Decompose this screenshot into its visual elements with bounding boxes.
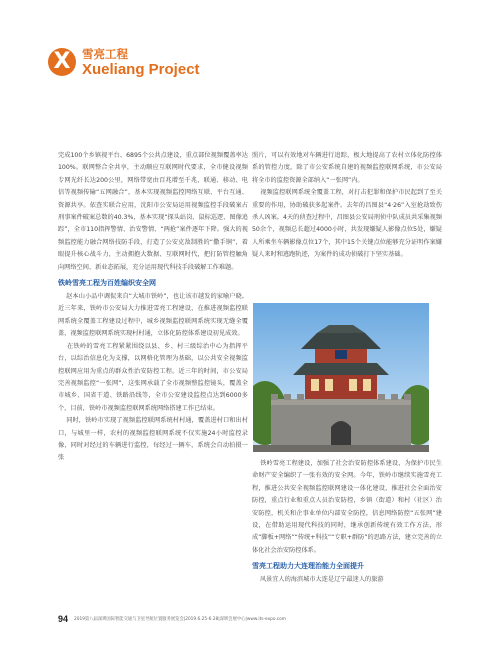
left-column (58, 150, 248, 465)
article-paragraph: 铁岭雪亮工程建设，加强了社会治安防控体系建设，为保护市民生命财产安全编织了一张有效的安全网。今年，铁岭市继续实施雪亮工程，推进公共安全视频监控联网建设一体化建设，推进社会全面治安防控，重点行业和重点人员治安防控，乡镇（街道）和村（社区）治安防控，机关和企事业单位内部安全防控，信息网络防控“五张网”建设，在借助运用现代科技的同时，继承创新传统有效工作方法，形成“脚板+网络”“传统+科技”“专职+群防”的思路方法，建立完善的立体化社会治安防控体系。 (252, 460, 443, 554)
article-paragraph: 风景宜人的海滨城市大连是辽宁最迷人的旅游 (252, 576, 384, 584)
x-logo-icon: X (48, 48, 76, 76)
section-heading-dalian: 雪亮工程助力大连理治能力全面提升 (252, 562, 364, 571)
page-number: 94 (58, 614, 69, 624)
section-title-en: Xueliang Project (82, 61, 200, 78)
section-title-cn: 雪亮工程 (82, 47, 128, 61)
article-paragraph: 在铁岭的雪亮工程紧紧围绕以县、乡、村三级综治中心为指挥平台，以综治信息化为支撑，以网格化管理为基础，以公共安全视频监控联网应用为重点的群众性治安防控工程。近三年的时间，市公安局完善视频监控“一张网”，这张网承载了全市视频整监控镜头，覆盖全市城乡、国省干道、铁路沿线等，全市公安建设监控点达到6000多个，目前，铁岭市视频监控联网系统网络搭建工作已结束。 (58, 342, 248, 412)
section-heading-tieling: 铁岭雪亮工程为百姓编织安全网 (58, 279, 156, 288)
article-paragraph: 赵本山小品中调侃来自“大城市铁岭”，也让该市越发的家喻户晓。近三年来，铁岭市公安局大力推进雪亮工程建设，在推进视频监控联网系统全覆盖工程建设过程中，城乡视频监控联网系统实现无缝全覆盖，视频监控联网系统实现村村通，立体化防控体系建设初见成效。 (58, 293, 248, 338)
article-paragraph: 同时，铁岭市实现了视频监控联网系统村村通，覆盖进村口和出村口，与城里一样，农村的视频监控联网系统不仅实施24小时监控录像，同时对经过的车辆进行监控，每经过一辆车，系统会自动拍摄一张 (58, 417, 249, 462)
right-column-top (252, 150, 442, 262)
city-gate-tower-illustration (253, 303, 429, 452)
article-paragraph: 完成100个乡镇视平台、6895个公共点建设，重点部位视频覆盖率达100%。联网整合全共享，主动顺应互联网时代要求，全市健设视频专网光纤长达200公里，网络带宽由百兆增至千兆，联通、移动、电信等视频传输“五网融合”，基本实现视频监控网络互联、平台互通、资源共享。依查实联合应用，沈阳市公安局运用视频监控手段破案占刑事案件破案总数的40.3%，基本实现“探头站岗、鼠标巡逻、图像追踪”，全市110指挥警情、治安警情、“两抢”案件逐年下降。强大的视频监控能力融合网络技防手段，打造了公安克敌制胜的“撒手锏”，着眼提升核心战斗力，主动拥抱大数据、互联网时代，把打防管控触角向网络空间、新业态拓展，充分运用现代科技手段破解工作难题。 (58, 152, 248, 271)
article-paragraph: 视频监控联网系统全覆盖工程，对打击犯罪和保护市民起到了至关重要的作用，协助破获多起案件。去年的昌图县“4·26”入室抢劫致伤杀人凶案。4天的侦查过程中，昌图县公安局刑侦中队成员共采集视频50余个，视频总长超过4000小时，共发现嫌疑人影像点位5处，嫌疑人所乘坐车辆影像点位17个，其中15个关键点位能够充分证明作案嫌疑人来时和逃跑轨迹，为案件的成功侦破打下坚实基础。 (252, 189, 443, 259)
article-paragraph: 照片，可以有效地对车辆进行追踪，极大地提高了农村立体化防控体系的管控力度，除了市公安系统自建的视频监控联网系统，市公安局将全市的监控资源全部纳入“一张网”内。 (252, 152, 442, 184)
city-gate-tower-photo (253, 303, 429, 452)
right-column-bottom (252, 458, 442, 587)
footer-info: 2019第八届深圳国际智能交通与卫星导航位置服务展览会|2019.6.25-6.28|深圳会展中心|www.its-expo.com (74, 617, 286, 622)
